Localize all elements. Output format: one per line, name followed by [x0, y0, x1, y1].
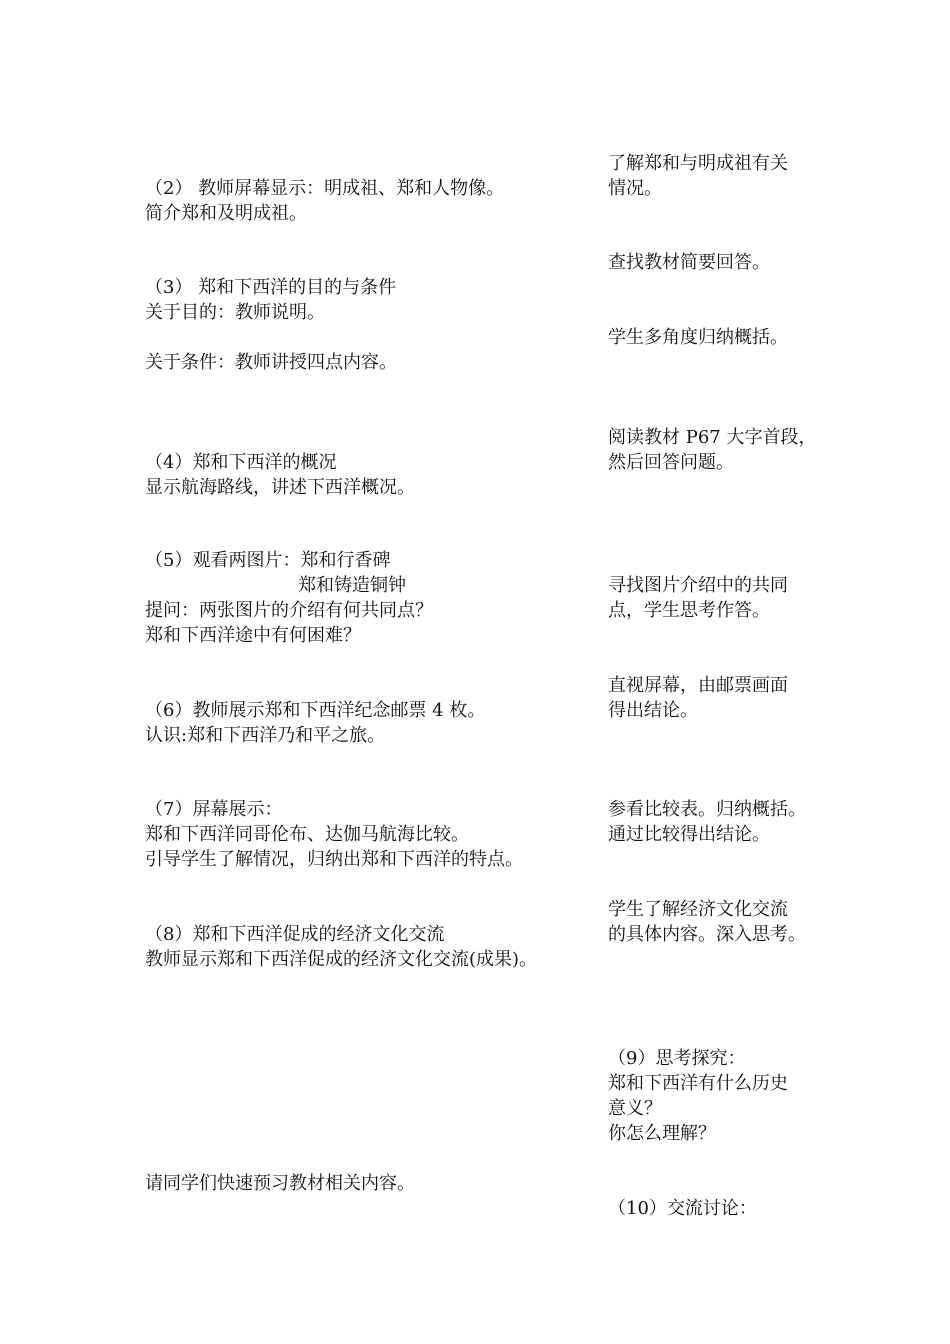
student-activity-5-line-2: 点，学生思考作答。	[608, 600, 770, 621]
section-2-line-1: 简介郑和及明成祖。	[145, 203, 307, 224]
section-7-title: （7）屏幕展示：	[145, 799, 283, 820]
section-5-line-3: 郑和下西洋途中有何困难？	[145, 625, 361, 646]
student-activity-3: 学生多角度归纳概括。	[608, 327, 788, 348]
preview-instruction: 请同学们快速预习教材相关内容。	[145, 1173, 415, 1194]
section-3-title: （3） 郑和下西洋的目的与条件	[145, 277, 397, 298]
section-9-line-3: 你怎么理解？	[608, 1123, 716, 1144]
section-4-line-1: 显示航海路线，讲述下西洋概况。	[145, 477, 415, 498]
section-5-title: （5）观看两图片：郑和行香碑	[145, 550, 391, 571]
student-activity-4-line-1: 阅读教材 P67 大字首段，	[608, 427, 817, 448]
section-3-line-1: 关于目的：教师说明。	[145, 302, 325, 323]
student-activity-8-line-2: 的具体内容。深入思考。	[608, 924, 806, 945]
student-activity-8-line-1: 学生了解经济文化交流	[608, 899, 788, 920]
section-3-line-2: 关于条件：教师讲授四点内容。	[145, 352, 397, 373]
section-9-title: （9）思考探究：	[608, 1048, 746, 1069]
section-2-title: （2） 教师屏幕显示：明成祖、郑和人物像。	[145, 178, 505, 199]
section-9-line-2: 意义？	[608, 1098, 662, 1119]
student-activity-2: 查找教材简要回答。	[608, 252, 770, 273]
section-4-title: （4）郑和下西洋的概况	[145, 452, 337, 473]
section-5-line-2: 提问：两张图片的介绍有何共同点？	[145, 600, 433, 621]
section-6-title: （6）教师展示郑和下西洋纪念邮票 4 枚。	[145, 700, 486, 721]
student-activity-6-line-2: 得出结论。	[608, 700, 698, 721]
section-7-line-1: 郑和下西洋同哥伦布、达伽马航海比较。	[145, 824, 469, 845]
section-5-line-1: 郑和铸造铜钟	[298, 575, 406, 596]
student-activity-5-line-1: 寻找图片介绍中的共同	[608, 575, 788, 596]
student-activity-7-line-2: 通过比较得出结论。	[608, 824, 770, 845]
student-activity-1-line-2: 情况。	[608, 178, 662, 199]
section-10-title: （10）交流讨论：	[608, 1198, 757, 1219]
section-6-line-1: 认识:郑和下西洋乃和平之旅。	[145, 725, 386, 746]
section-7-line-2: 引导学生了解情况，归纳出郑和下西洋的特点。	[145, 849, 523, 870]
section-8-title: （8）郑和下西洋促成的经济文化交流	[145, 924, 445, 945]
student-activity-4-line-2: 然后回答问题。	[608, 452, 734, 473]
student-activity-7-line-1: 参看比较表。归纳概括。	[608, 799, 806, 820]
student-activity-1-line-1: 了解郑和与明成祖有关	[608, 153, 788, 174]
section-9-line-1: 郑和下西洋有什么历史	[608, 1073, 788, 1094]
section-8-line-1: 教师显示郑和下西洋促成的经济文化交流(成果)。	[145, 949, 538, 970]
student-activity-6-line-1: 直视屏幕，由邮票画面	[608, 675, 788, 696]
